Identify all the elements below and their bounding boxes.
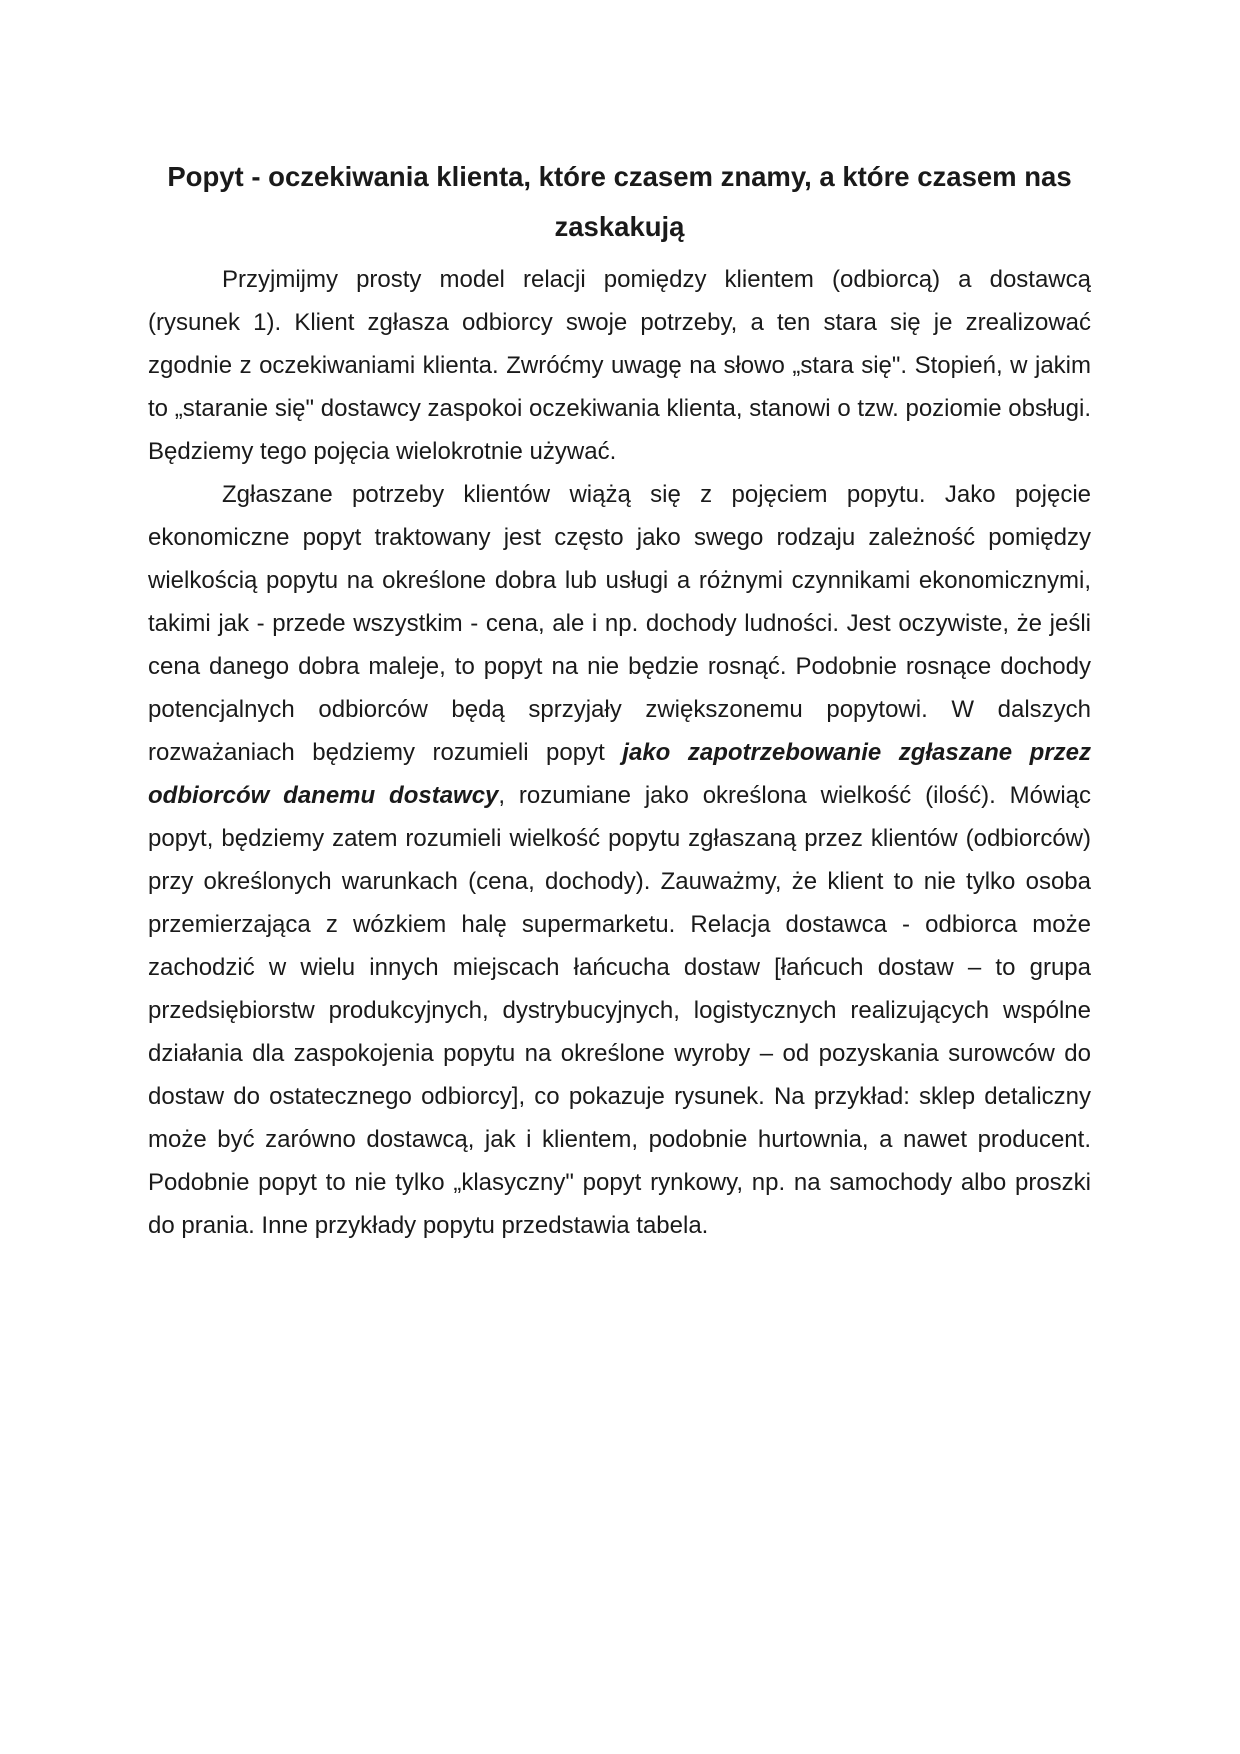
paragraph-demand-text-after: , rozumiane jako określona wielkość (ilość). Mówiąc popyt, będziemy zatem rozumieli wielkość popytu zgłaszaną przez klientów (odbiorców) przy określonych warunkach (cena, dochody). Zauważmy, że klient to nie tylko osoba przemierzająca z wózkiem halę supermarketu. Relacja dostawca - odbiorca może zachodzić w wielu innych miejscach łańcucha dostaw [łańcuch dostaw – to grupa przedsiębiorstw produkcyjnych, dystrybucyjnych, logistycznych realizujących wspólne działania dla zaspokojenia popytu na określone wyroby – od pozyskania surowców do dostaw do ostatecznego odbiorcy], co pokazuje rysunek. Na przykład: sklep detaliczny może być zarówno dostawcą, jak i klientem, podobnie hurtownia, a nawet producent. Podobnie popyt to nie tylko „klasyczny" popyt rynkowy, np. na samochody albo proszki do prania. Inne przykłady popytu przedstawia tabela. bbox=[148, 782, 1091, 1239]
demand-definition-emphasis: jako zapotrzebowanie zgłaszane przez odbiorców danemu dostawcy bbox=[148, 739, 1091, 809]
paragraph-intro: Przyjmijmy prosty model relacji pomiędzy klientem (odbiorcą) a dostawcą (rysunek 1). Klient zgłasza odbiorcy swoje potrzeby, a ten stara się je zrealizować zgodnie z oczekiwaniami klienta. Zwróćmy uwagę na słowo „stara się". Stopień, w jakim to „staranie się" dostawcy zaspokoi oczekiwania klienta, stanowi o tzw. poziomie obsługi. Będziemy tego pojęcia wielokrotnie używać. bbox=[148, 266, 1091, 465]
paragraph-demand-text-before: Zgłaszane potrzeby klientów wiążą się z pojęciem popytu. Jako pojęcie ekonomiczne popyt traktowany jest często jako swego rodzaju zależność pomiędzy wielkością popytu na określone dobra lub usługi a różnymi czynnikami ekonomicznymi, takimi jak - przede wszystkim - cena, ale i np. dochody ludności. Jest oczywiste, że jeśli cena danego dobra maleje, to popyt na nie będzie rosnąć. Podobnie rosnące dochody potencjalnych odbiorców będą sprzyjały zwiększonemu popytowi. W dalszych rozważaniach będziemy rozumieli popyt bbox=[148, 481, 1091, 766]
paragraph-demand bbox=[148, 473, 1091, 1247]
document-page bbox=[148, 152, 1091, 1247]
document-title: Popyt - oczekiwania klienta, które czasem znamy, a które czasem nas zaskakują bbox=[167, 161, 1072, 242]
